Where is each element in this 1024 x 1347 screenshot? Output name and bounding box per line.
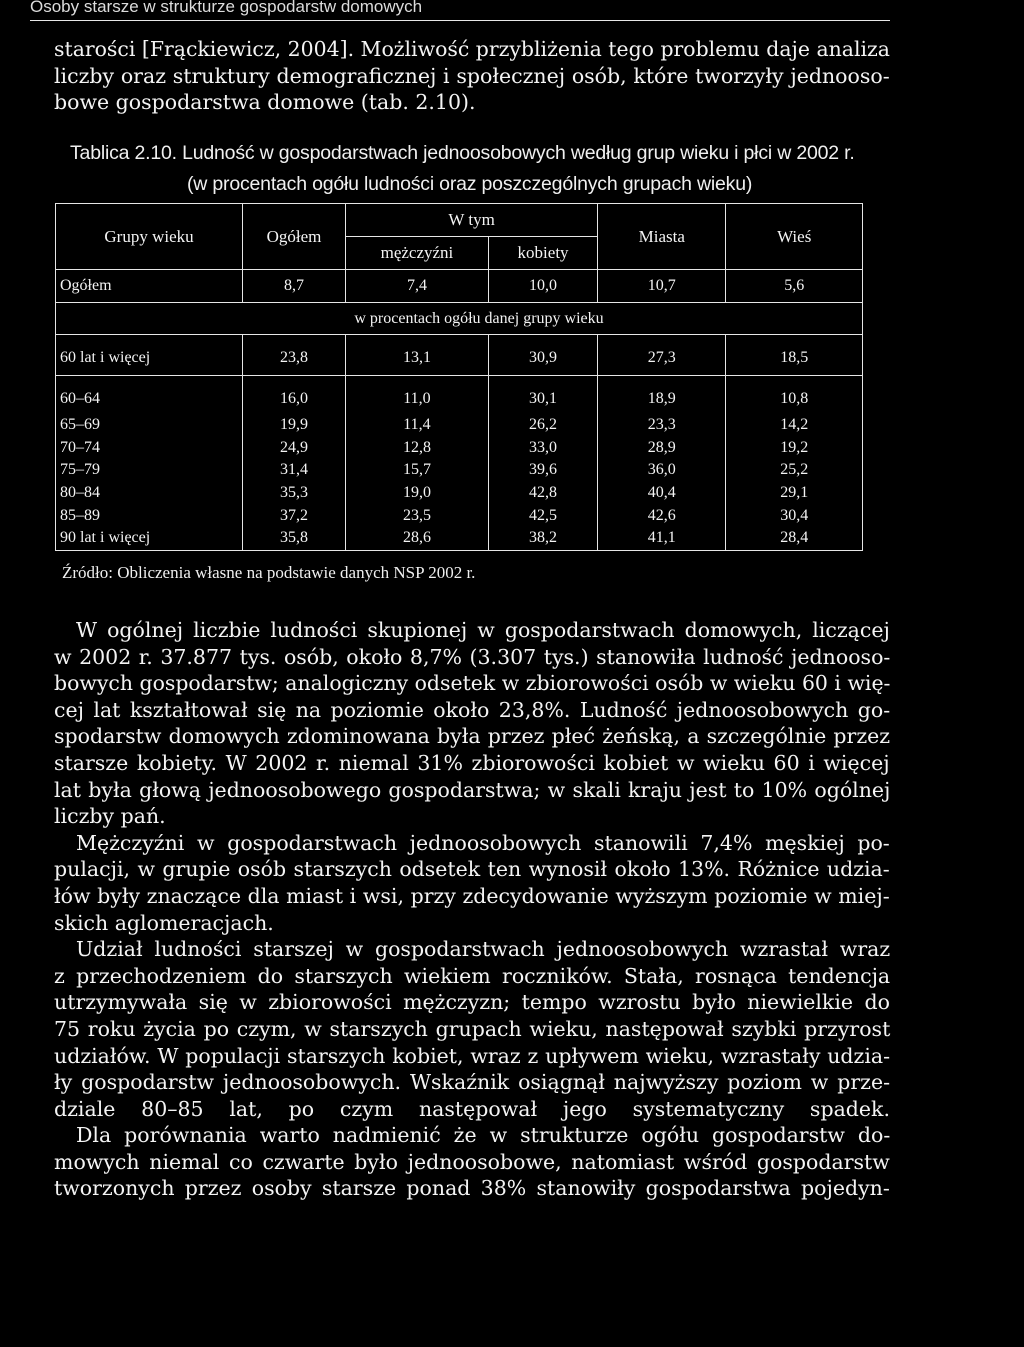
table-cell: 23,3	[598, 414, 726, 437]
table-cell: 35,3	[243, 482, 346, 505]
total-row	[56, 270, 863, 303]
table-row	[56, 527, 863, 550]
table-cell: 33,0	[488, 437, 597, 460]
text-line: mowych niemal co czwarte było jednoosobowe, natomiast wśród gospodarstw	[54, 1149, 890, 1174]
text-line: lat była głową jednoosobowego gospodarstwa; w skali kraju jest to 10% ogólnej	[54, 777, 891, 802]
text-line: 75 roku życia po czym, w starszych grupach wieku, następował szybki przyrost	[54, 1016, 891, 1041]
total-row-cell: 5,6	[726, 270, 863, 303]
text-line: dziale 80–85 lat, po czym następował jego systematyczny spadek.	[54, 1096, 890, 1121]
table-cell: 42,5	[488, 504, 597, 527]
table-subtitle: (w procentach ogółu ludności oraz poszczególnych grupach wieku)	[187, 173, 753, 195]
table-cell: 37,2	[243, 504, 346, 527]
table-cell: 23,8	[243, 335, 346, 376]
table-cell: 19,2	[726, 437, 863, 460]
row-label: 85–89	[56, 504, 243, 527]
table-cell: 14,2	[726, 414, 863, 437]
table-cell: 19,9	[243, 414, 346, 437]
text-line: spodarstw domowych zdominowana była przez płeć żeńską, a szczególnie przez	[54, 724, 891, 749]
table-cell: 10,8	[726, 376, 863, 415]
table-row	[56, 376, 863, 415]
table-row	[56, 335, 863, 376]
table-cell: 11,4	[346, 414, 489, 437]
text-line: utrzymywała się w zbiorowości mężczyzn; tempo wzrostu było niewielkie do	[54, 990, 890, 1015]
row-label: 60–64	[56, 376, 243, 415]
table-title: Tablica 2.10. Ludność w gospodarstwach jednoosobowych według grup wieku i płci w 2002 r.	[70, 142, 855, 164]
table-cell: 18,5	[726, 335, 863, 376]
table-cell: 35,8	[243, 527, 346, 550]
table-row	[56, 414, 863, 437]
text-line: bowe gospodarstwa domowe (tab. 2.10).	[54, 90, 476, 115]
table-row	[56, 459, 863, 482]
data-table	[55, 203, 863, 551]
header-women: kobiety	[488, 237, 597, 270]
text-line: bowych gospodarstw; analogiczny odsetek w zbiorowości osób w wieku 60 i wię-	[54, 671, 891, 696]
header-villages: Wieś	[726, 204, 863, 270]
table-cell: 42,8	[488, 482, 597, 505]
text-line: pulacji, w grupie osób starszych odsetek ten wynosił około 13%. Różnice udzia-	[54, 857, 890, 882]
text-line: W ogólnej liczbie ludności skupionej w gospodarstwach domowych, liczącej	[76, 618, 890, 642]
row-label: 90 lat i więcej	[56, 527, 243, 550]
table-cell: 39,6	[488, 459, 597, 482]
table-cell: 28,9	[598, 437, 726, 460]
table-cell: 25,2	[726, 459, 863, 482]
table-row	[56, 482, 863, 505]
row-label: 65–69	[56, 414, 243, 437]
table-cell: 13,1	[346, 335, 489, 376]
text-line: w 2002 r. 37.877 tys. osób, około 8,7% (3.307 tys.) stanowiła ludność jednooso-	[54, 644, 891, 669]
table-cell: 30,1	[488, 376, 597, 415]
text-line: udziałów. W populacji starszych kobiet, wraz z upływem wieku, wzrastały udzia-	[54, 1043, 891, 1068]
text-line: Dla porównania warto nadmienić że w strukturze ogółu gospodarstw do-	[76, 1123, 891, 1148]
header-of-which: W tym	[346, 204, 598, 237]
table-cell: 12,8	[346, 437, 489, 460]
table-cell: 30,9	[488, 335, 597, 376]
table-cell: 28,4	[726, 527, 863, 550]
table-cell: 36,0	[598, 459, 726, 482]
text-line: liczby pań.	[54, 804, 166, 829]
table-row	[56, 437, 863, 460]
text-line: z przechodzeniem do starszych wiekiem roczników. Stała, rosnąca tendencja	[54, 963, 891, 988]
section-note: w procentach ogółu danej grupy wieku	[56, 303, 863, 335]
text-line: łów były znaczące dla miast i wsi, przy zdecydowanie wyższym poziomie w miej-	[54, 883, 890, 908]
table-cell: 38,2	[488, 527, 597, 550]
body-text	[54, 617, 890, 1202]
header-total: Ogółem	[243, 204, 346, 270]
table-cell: 26,2	[488, 414, 597, 437]
table-cell: 24,9	[243, 437, 346, 460]
table-cell: 42,6	[598, 504, 726, 527]
row-label: 75–79	[56, 459, 243, 482]
table-cell: 41,1	[598, 527, 726, 550]
total-row-cell: 7,4	[346, 270, 489, 303]
text-line: tworzonych przez osoby starsze ponad 38% stanowiły gospodarstwa pojedyn-	[54, 1176, 890, 1201]
table-source-note: Źródło: Obliczenia własne na podstawie danych NSP 2002 r.	[62, 563, 476, 582]
table-row	[56, 504, 863, 527]
row-label: 80–84	[56, 482, 243, 505]
header-cities: Miasta	[598, 204, 726, 270]
text-line: Mężczyźni w gospodarstwach jednoosobowych stanowili 7,4% męskiej po-	[76, 830, 890, 855]
total-row-cell: 8,7	[243, 270, 346, 303]
table-cell: 30,4	[726, 504, 863, 527]
table-cell: 27,3	[598, 335, 726, 376]
total-row-label: Ogółem	[56, 270, 243, 303]
table-cell: 23,5	[346, 504, 489, 527]
table-cell: 19,0	[346, 482, 489, 505]
table-cell: 28,6	[346, 527, 489, 550]
text-line: Udział ludności starszej w gospodarstwach jednoosobowych wzrastał wraz	[76, 937, 891, 962]
header-men: mężczyźni	[346, 237, 489, 270]
row-label: 60 lat i więcej	[56, 335, 243, 376]
text-line: ły gospodarstw jednoosobowych. Wskaźnik osiągnął najwyższy poziom w prze-	[54, 1070, 891, 1095]
table-cell: 40,4	[598, 482, 726, 505]
text-line: liczby oraz struktury demograficznej i społecznej osób, które tworzyły jednooso-	[54, 63, 890, 88]
table-cell: 31,4	[243, 459, 346, 482]
total-row-cell: 10,7	[598, 270, 726, 303]
table-cell: 11,0	[346, 376, 489, 415]
text-line: starości [Frąckiewicz, 2004]. Możliwość przybliżenia tego problemu daje analiza	[54, 37, 890, 61]
text-line: skich aglomeracjach.	[54, 910, 274, 935]
text-line: cej lat kształtował się na poziomie około 23,8%. Ludność jednoosobowych go-	[54, 697, 891, 722]
total-row-cell: 10,0	[488, 270, 597, 303]
intro-paragraph	[54, 36, 890, 116]
header-age-groups: Grupy wieku	[56, 204, 243, 270]
table-cell: 29,1	[726, 482, 863, 505]
table-cell: 18,9	[598, 376, 726, 415]
running-header: Osoby starsze w strukturze gospodarstw domowych	[30, 0, 890, 21]
row-label: 70–74	[56, 437, 243, 460]
text-line: starsze kobiety. W 2002 r. niemal 31% zbiorowości kobiet w wieku 60 i więcej	[54, 750, 890, 775]
table-cell: 15,7	[346, 459, 489, 482]
table-cell: 16,0	[243, 376, 346, 415]
